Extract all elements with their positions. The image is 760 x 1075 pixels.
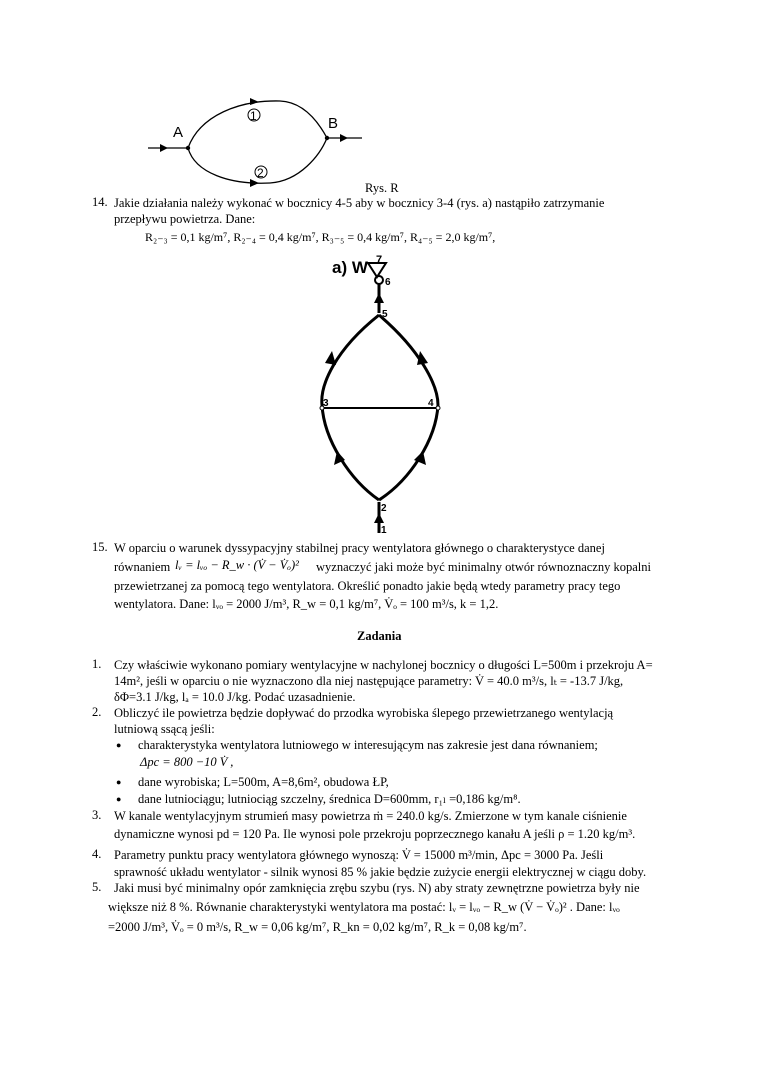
node-7-label: 7 [376,255,383,266]
q15-fan-equation: lᵥ = lᵥₒ − R_w · (V̇ − V̇ₒ)² [175,558,299,572]
figure-a-title: a) W [332,258,368,277]
task-4-line: Parametry punktu pracy wentylatora głównego wynoszą: V̇ = 15000 m³/min, Δpc = 3000 Pa. Jeśli [114,848,604,862]
task-2-line: Obliczyć ile powietrza będzie dopływać do przodka wyrobiska ślepego przewietrzanego wentylacją [114,706,614,720]
figure-r-caption: Rys. R [365,181,399,195]
q14-resistances: R₂₋₃ = 0,1 kg/m⁷, R₂₋₄ = 0,4 kg/m⁷, R₃₋₅ = 0,4 kg/m⁷, R₄₋₅ = 2,0 kg/m⁷, [145,230,496,244]
figure-r-diagram [140,95,370,190]
node-1-label: 1 [381,525,387,535]
node-b-label: B [328,115,339,132]
section-title-zadania: Zadania [357,629,402,643]
bullet-icon: ● [116,794,122,804]
branch-1-label: 1 [250,109,257,123]
task-2-bullet: charakterystyka wentylatora lutniowego w interesującym nas zakresie jest dana równaniem; [138,738,598,752]
node-5-label: 5 [382,309,388,320]
q15-line2a: równaniem [114,560,171,574]
task-3-line: dynamiczne wynosi pd = 120 Pa. Ile wynosi pole przekroju poprzecznego kanału A jeśli ρ = 1.20 kg/m³. [114,827,636,841]
node-3-label: 3 [323,398,329,409]
task-2-number: 2. [92,705,102,719]
task-1-line: Czy właściwie wykonano pomiary wentylacyjne w nachylonej bocznicy o długości L=500m i przekroju A= [114,658,653,672]
task-5-number: 5. [92,880,102,894]
task-5-line: większe niż 8 %. Równanie charakterystyki wentylatora ma postać: lᵥ = lᵥₒ − R_w (V̇ − V̇ₒ)² . Dane: lᵥₒ [108,900,620,914]
task-1-line: 14m², jeśli w oparciu o nie wyznaczono dla niej następujące parametry: V̇ = 40.0 m³/s, lₜ = -13.7 J/kg, [114,674,624,688]
task-2-bullet: dane wyrobiska; L=500m, A=8,6m², obudowa ŁP, [138,775,389,789]
q15-number: 15. [92,540,108,554]
task-4-number: 4. [92,847,102,861]
task-3-line: W kanale wentylacyjnym strumień masy powietrza ṁ = 240.0 kg/s. Zmierzone w tym kanale ciśnienie [114,809,627,823]
task-4-line: sprawność układu wentylator - silnik wynosi 85 % jakie będzie zużycie energii elektrycznej w ciągu doby. [114,865,647,879]
bullet-icon: ● [116,740,122,750]
task-3-number: 3. [92,808,102,822]
node-6-label: 6 [385,277,391,288]
node-2-label: 2 [381,503,387,514]
task-2-fan-equation: Δpc = 800 −10 V̇ , [140,755,234,769]
task-2-line: lutniową ssącą jeśli: [114,722,215,736]
task-5-line: Jaki musi być minimalny opór zamknięcia zrębu szybu (rys. N) aby straty zewnętrzne powietrza były nie [114,881,640,895]
node-a-label: A [173,124,184,141]
q15-line2b: wyznaczyć jaki może być minimalny otwór równoznaczny kopalni [316,560,651,574]
q14-line2: przepływu powietrza. Dane: [114,212,256,226]
node-4-label: 4 [428,398,434,409]
task-1-number: 1. [92,657,102,671]
figure-a-network [310,255,460,535]
task-1-line: δΦ=3.1 J/kg, lₐ = 10.0 J/kg. Podać uzasadnienie. [114,690,356,704]
q15-line1: W oparciu o warunek dyssypacyjny stabilnej pracy wentylatora głównego o charakterystyce danej [114,541,605,555]
bullet-icon: ● [116,777,122,787]
q14-number: 14. [92,195,108,209]
q14-line1: Jakie działania należy wykonać w bocznicy 4-5 aby w bocznicy 3-4 (rys. a) nastąpiło zatrzymanie [114,196,605,210]
branch-2-label: 2 [257,166,264,180]
task-5-line: =2000 J/m³, V̇ₒ = 0 m³/s, R_w = 0,06 kg/m⁷, R_kn = 0,02 kg/m⁷, R_k = 0,08 kg/m⁷. [108,920,527,934]
q15-line3: przewietrzanej za pomocą tego wentylatora. Określić ponadto jakie będą wtedy parametry pracy tego [114,579,621,593]
task-2-bullet: dane lutniociągu; lutniociąg szczelny, średnica D=600mm, r₁ₗ =0,186 kg/m⁸. [138,792,521,806]
q15-line4: wentylatora. Dane: lᵥₒ = 2000 J/m³, R_w = 0,1 kg/m⁷, V̇ₒ = 100 m³/s, k = 1,2. [114,597,499,611]
